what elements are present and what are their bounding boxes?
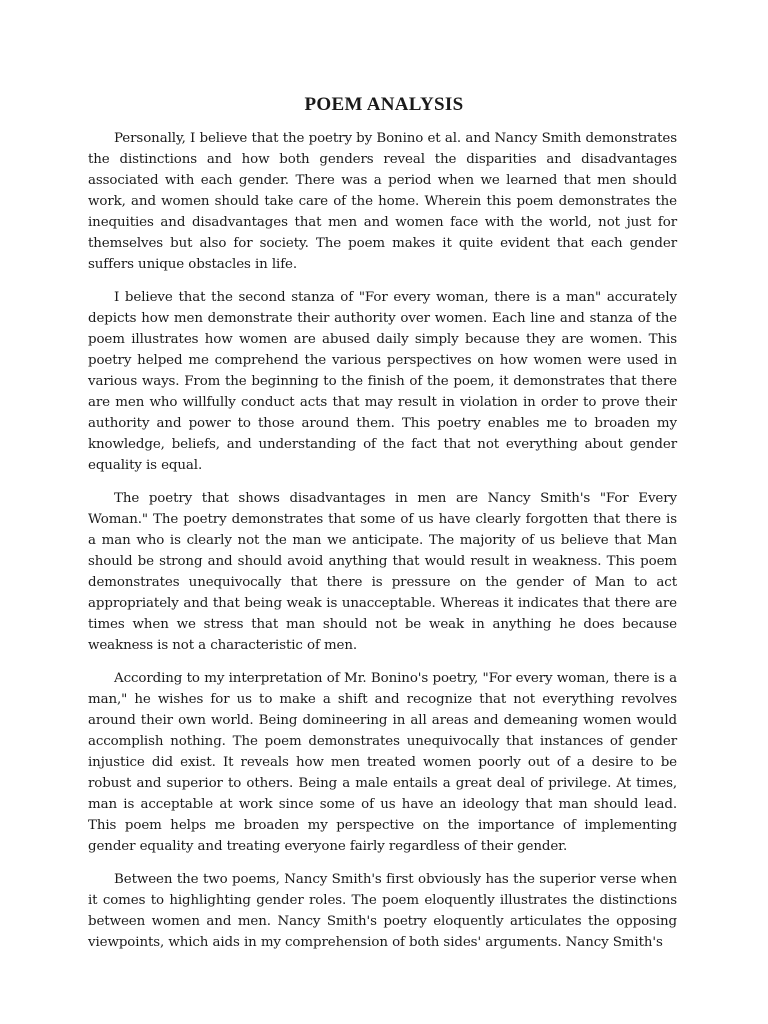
paragraph-3: The poetry that shows disadvantages in men are Nancy Smith's "For Every Woman." The poetry demonstrates that some of us have clearly forgotten that there is a man who is clearly not the man we anticipate. The majority of us believe that Man should be strong and should avoid anything that would result in weakness. This poem demonstrates unequivocally that there is pressure on the gender of Man to act appropriately and that being weak is unacceptable. Whereas it indicates that there are times when we stress that man should not be weak in anything he does because weakness is not a characteristic of men. xyxy=(88,491,677,653)
paragraph-1: Personally, I believe that the poetry by Bonino et al. and Nancy Smith demonstrates the distinctions and how both genders reveal the disparities and disadvantages associated with each gender. There was a period when we learned that men should work, and women should take care of the home. Wherein this poem demonstrates the inequities and disadvantages that men and women face with the world, not just for themselves but also for society. The poem makes it quite evident that each gender suffers unique obstacles in life. xyxy=(88,131,677,272)
paragraph-2: I believe that the second stanza of "For every woman, there is a man" accurately depicts how men demonstrate their authority over women. Each line and stanza of the poem illustrates how women are abused daily simply because they are women. This poetry helped me comprehend the various perspectives on how women were used in various ways. From the beginning to the finish of the poem, it demonstrates that there are men who willfully conduct acts that may result in violation in order to prove their authority and power to those around them. This poetry enables me to broaden my knowledge, beliefs, and understanding of the fact that not everything about gender equality is equal. xyxy=(88,290,677,473)
paragraph-4: According to my interpretation of Mr. Bonino's poetry, "For every woman, there is a man," he wishes for us to make a shift and recognize that not everything revolves around their own world. Being domineering in all areas and demeaning women would accomplish nothing. The poem demonstrates unequivocally that instances of gender injustice did exist. It reveals how men treated women poorly out of a desire to be robust and superior to others. Being a male entails a great deal of privilege. At times, man is acceptable at work since some of us have an ideology that man should lead. This poem helps me broaden my perspective on the importance of implementing gender equality and treating everyone fairly regardless of their gender. xyxy=(88,671,677,854)
page-title: POEM ANALYSIS xyxy=(304,94,464,115)
document-body xyxy=(88,128,677,965)
paragraph-5: Between the two poems, Nancy Smith's first obviously has the superior verse when it comes to highlighting gender roles. The poem eloquently illustrates the distinctions between women and men. Nancy Smith's poetry eloquently articulates the opposing viewpoints, which aids in my comprehension of both sides' arguments. Nancy Smith's xyxy=(88,872,677,950)
